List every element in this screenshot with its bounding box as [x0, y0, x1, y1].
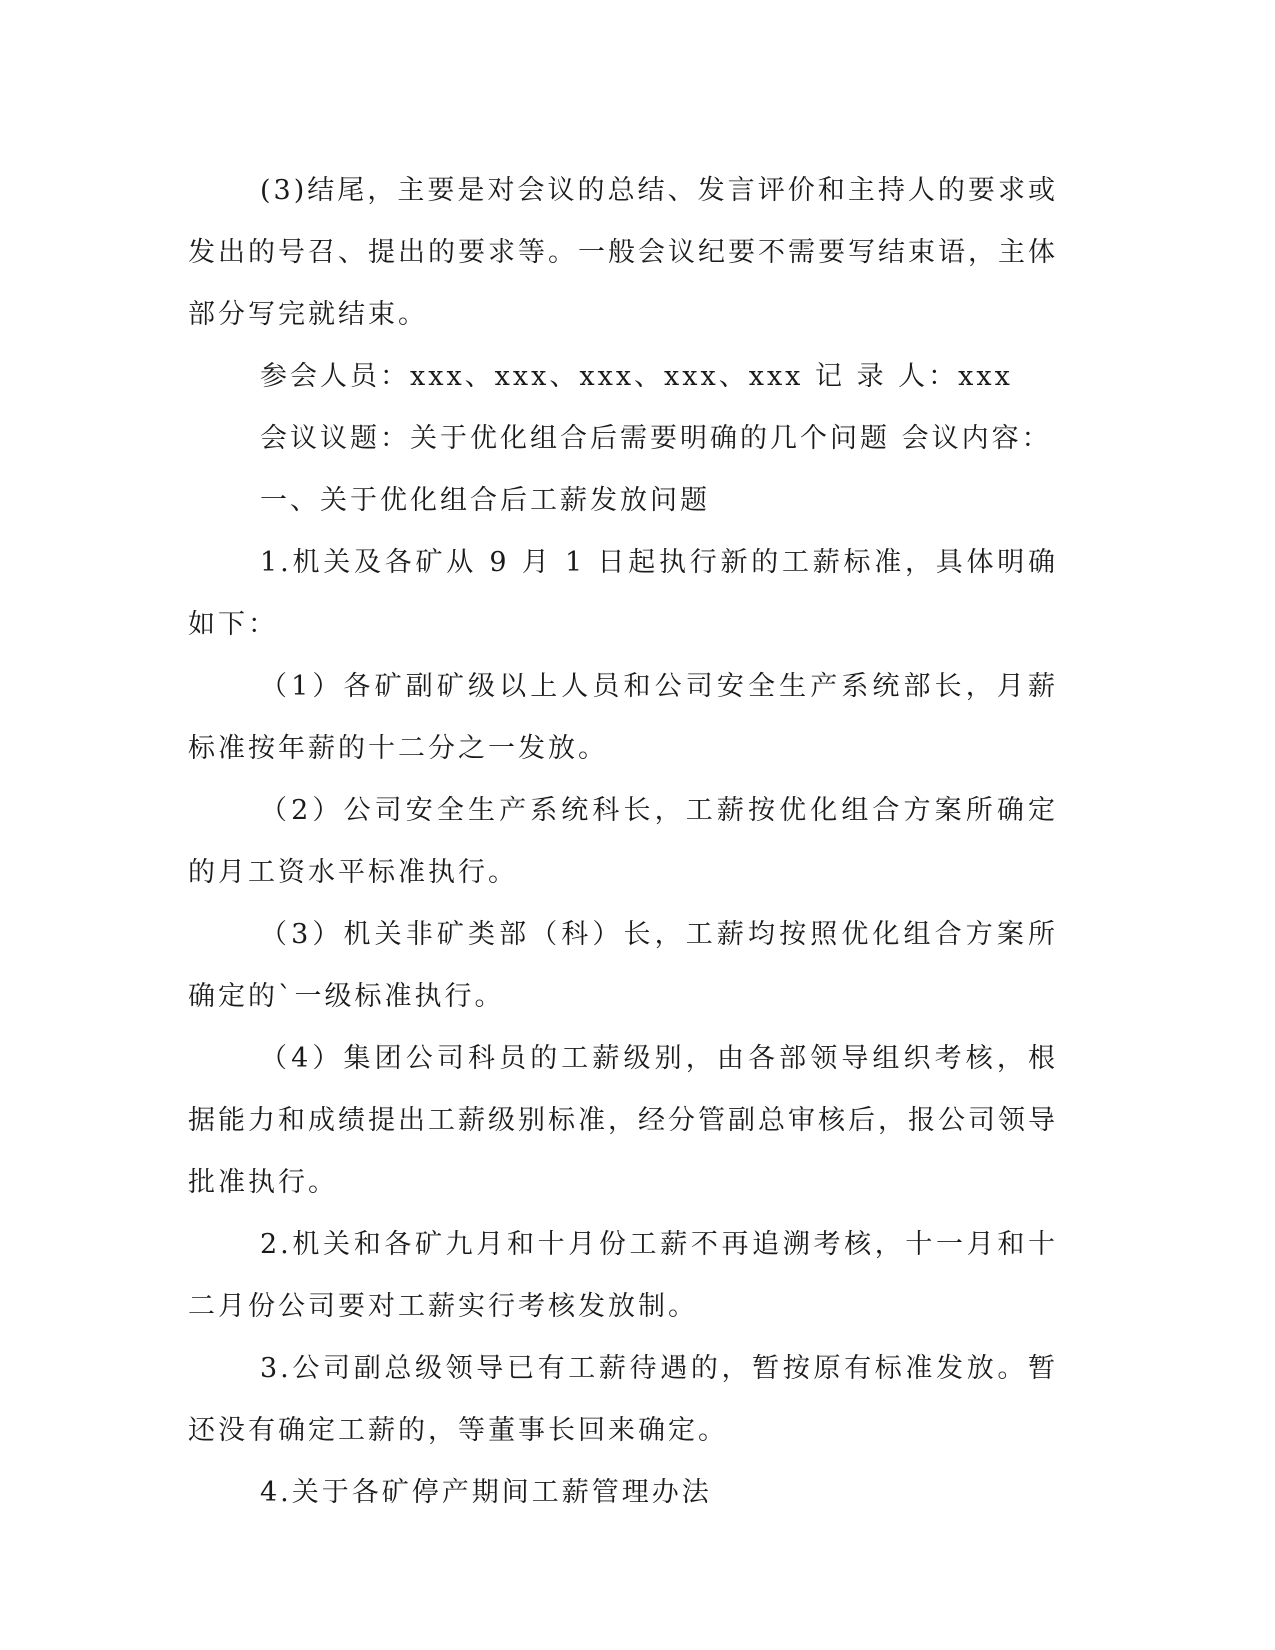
paragraph-conclusion-note: (3)结尾，主要是对会议的总结、发言评价和主持人的要求或发出的号召、提出的要求等。一般会议纪要不需要写结束语，主体部分写完就结束。	[188, 175, 1058, 330]
paragraph-item-2: 2.机关和各矿九月和十月份工薪不再追溯考核，十一月和十二月份公司要对工薪实行考核发放制。	[188, 1229, 1058, 1322]
paragraph-subitem-1: （1）各矿副矿级以上人员和公司安全生产系统部长，月薪标准按年薪的十二分之一发放。	[188, 671, 1058, 764]
section-heading-1: 一、关于优化组合后工薪发放问题	[260, 485, 710, 516]
document-body	[188, 160, 1058, 1524]
paragraph-subitem-4: （4）集团公司科员的工薪级别，由各部领导组织考核，根据能力和成绩提出工薪级别标准，经分管副总审核后，报公司领导批准执行。	[188, 1043, 1058, 1198]
paragraph-attendees: 参会人员：xxx、xxx、xxx、xxx、xxx 记 录 人：xxx	[260, 361, 1013, 392]
paragraph-item-1: 1.机关及各矿从 9 月 1 日起执行新的工薪标准，具体明确如下：	[188, 547, 1058, 640]
paragraph-item-3: 3.公司副总级领导已有工薪待遇的，暂按原有标准发放。暂还没有确定工薪的，等董事长回来确定。	[188, 1353, 1058, 1446]
paragraph-subitem-3: （3）机关非矿类部（科）长，工薪均按照优化组合方案所确定的`一级标准执行。	[188, 919, 1058, 1012]
paragraph-item-4: 4.关于各矿停产期间工薪管理办法	[260, 1477, 712, 1508]
paragraph-meeting-topic: 会议议题：关于优化组合后需要明确的几个问题 会议内容：	[260, 423, 1052, 454]
paragraph-subitem-2: （2）公司安全生产系统科长，工薪按优化组合方案所确定的月工资水平标准执行。	[188, 795, 1058, 888]
